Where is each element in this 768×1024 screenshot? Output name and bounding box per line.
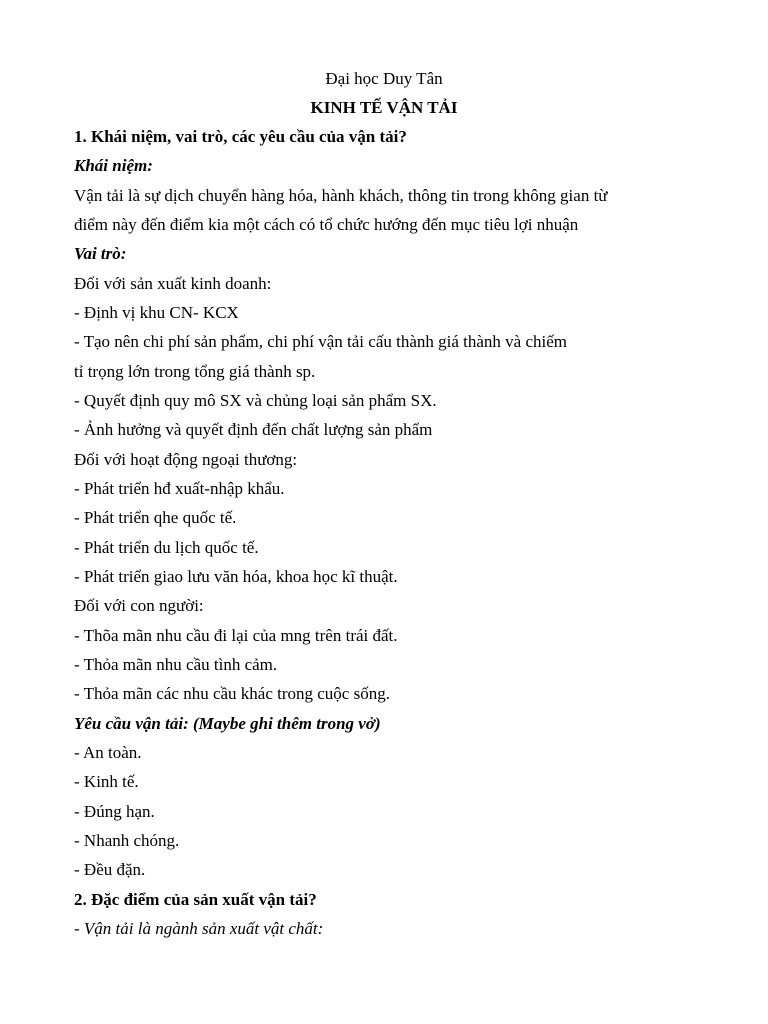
list-item-continuation: tỉ trọng lớn trong tổng giá thành sp. [74,362,316,381]
list-item: - Kinh tế. [74,772,139,791]
requirements-heading: Yêu cầu vận tải: (Maybe ghi thêm trong vở) [74,714,381,733]
list-item: - Nhanh chóng. [74,831,180,850]
list-item: - Ảnh hưởng và quyết định đến chất lượng sản phẩm [74,420,433,439]
role-heading: Vai trò: [74,244,127,263]
list-item: - Tạo nên chi phí sản phẩm, chi phí vận tải cấu thành giá thành và chiếm [74,332,568,351]
list-item: - Thỏa mãn nhu cầu tình cảm. [74,655,278,674]
list-item: - Phát triển qhe quốc tế. [74,508,237,527]
list-item: - Quyết định quy mô SX và chủng loại sản phẩm SX. [74,391,437,410]
list-item: - Thỏa mãn các nhu cầu khác trong cuộc sống. [74,684,390,703]
question-2-heading: 2. Đặc điểm của sản xuất vận tải? [74,890,317,909]
role-business-heading: Đối với sản xuất kinh doanh: [74,274,272,293]
role-trade-heading: Đối với hoạt động ngoại thương: [74,450,298,469]
university-name: Đại học Duy Tân [325,69,443,88]
list-item: - Phát triển du lịch quốc tế. [74,538,259,557]
list-item: - Phát triển hđ xuất-nhập khẩu. [74,479,285,498]
list-item: - Định vị khu CN- KCX [74,303,239,322]
list-item: - Phát triển giao lưu văn hóa, khoa học kĩ thuật. [74,567,398,586]
question-1-heading: 1. Khái niệm, vai trò, các yêu cầu của vận tải? [74,127,407,146]
list-item: - An toàn. [74,743,142,762]
concept-heading: Khái niệm: [74,156,153,175]
list-item: - Thõa mãn nhu cầu đi lại của mng trên trái đất. [74,626,398,645]
document-title: KINH TẾ VẬN TẢI [310,98,458,117]
list-item: - Đều đặn. [74,860,146,879]
role-people-heading: Đối với con người: [74,596,204,615]
list-item: - Đúng hạn. [74,802,155,821]
concept-text-line-1: Vận tải là sự dịch chuyển hàng hóa, hành khách, thông tin trong không gian từ [74,186,608,205]
question-2-item: - Vận tải là ngành sản xuất vật chất: [74,919,324,938]
concept-text-line-2: điểm này đến điểm kia một cách có tổ chức hướng đến mục tiêu lợi nhuận [74,215,579,234]
